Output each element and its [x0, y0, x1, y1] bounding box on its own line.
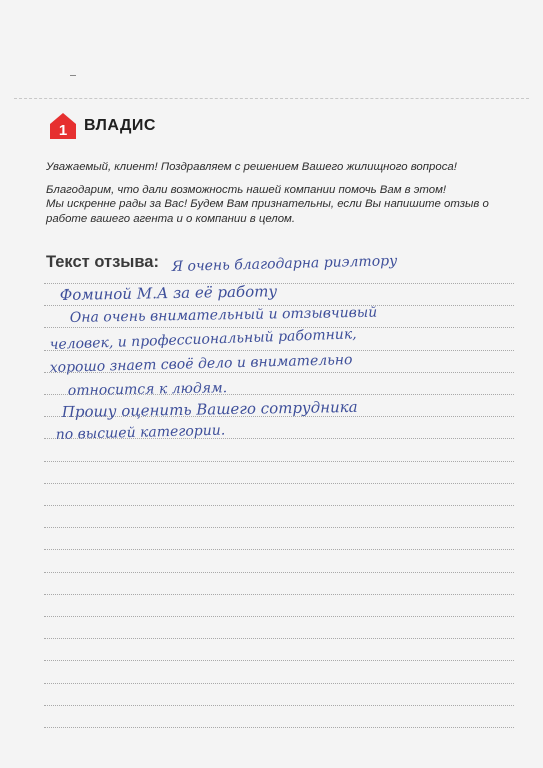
review-label: Текст отзыва: [46, 253, 159, 271]
svg-text:1: 1 [58, 122, 68, 139]
handwriting-line: Она очень внимательный и отзывчивый [69, 304, 378, 326]
intro-request: Мы искренне рады за Вас! Будем Вам признательны, если Вы напишите отзыв о работе вашего агента и о компании в целом. [46, 198, 489, 225]
handwriting-line: по высшей категории. [55, 422, 226, 443]
handwriting-line: Фоминой М.А за её работу [59, 282, 278, 304]
intro-thanks: Благодарим, что дали возможность нашей компании помочь Вам в этом! [46, 183, 447, 196]
intro-greeting: Уважаемый, клиент! Поздравляем с решением Вашего жилищного вопроса! [46, 161, 457, 173]
handwriting-line: хорошо знает своё дело и внимательно [49, 352, 353, 376]
brand-name: ВЛАДИС [84, 117, 156, 134]
handwriting-line: Я очень благодарна риэлтору [171, 253, 398, 275]
handwriting-line: Прошу оценить Вашего сотрудника [61, 397, 358, 421]
handwriting-line: человек, и профессиональный работник, [49, 326, 357, 353]
handwriting-line: относится к людям. [67, 380, 228, 399]
